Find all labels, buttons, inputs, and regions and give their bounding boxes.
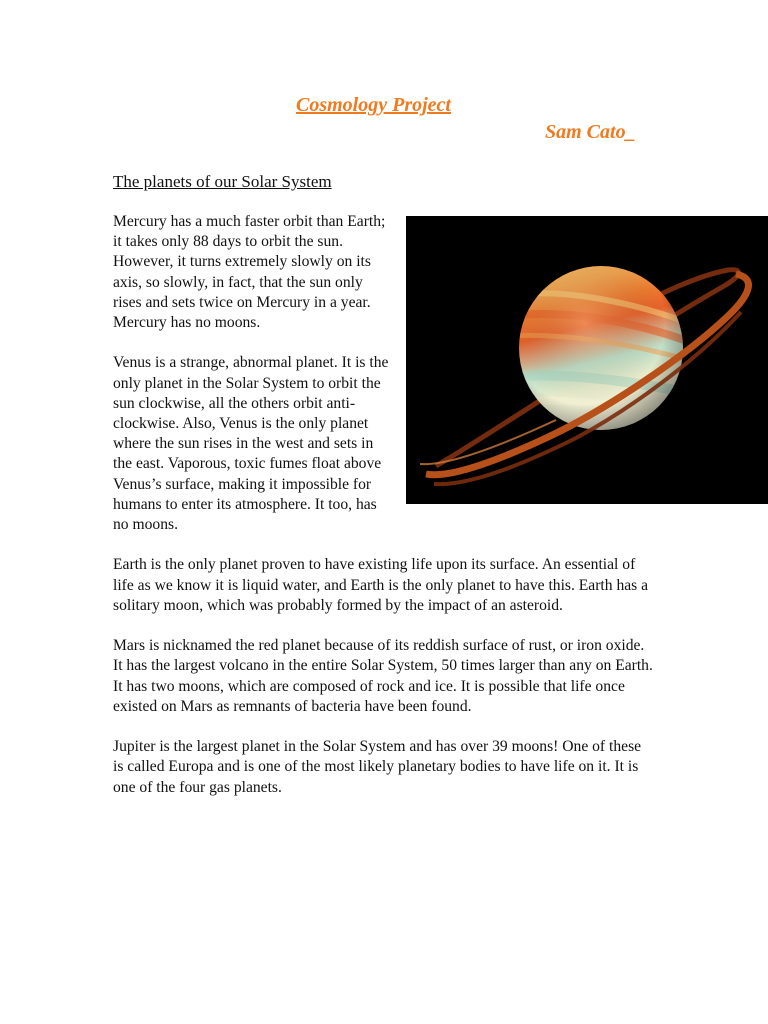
saturn-image	[406, 216, 768, 504]
paragraph-mars: Mars is nicknamed the red planet because of its reddish surface of rust, or iron oxide. It has the largest volcano in the entire Solar System, 50 times larger than any on Earth. It has two moons, which are composed of rock and ice. It is possible that life once existed on Mars as remnants of bacteria have been found.	[113, 637, 653, 715]
section-heading: The planets of our Solar System	[113, 172, 332, 191]
paragraph-venus: Venus is a strange, abnormal planet. It is the only planet in the Solar System to orbit the sun clockwise, all the others orbit anti-clockwise. Also, Venus is the only planet where the sun rises in the west and sets in the east. Vaporous, toxic fumes float above Venus’s surface, making it impossible for humans to enter its atmosphere. It too, has no moons.	[113, 354, 389, 534]
paragraph-earth: Earth is the only planet proven to have existing life upon its surface. An essential of life as we know it is liquid water, and Earth is the only planet to have this. Earth has a solitary moon, which was probably formed by the impact of an asteroid.	[113, 556, 649, 614]
author-name: Sam Cato_	[545, 121, 636, 143]
paragraph-mercury: Mercury has a much faster orbit than Earth; it takes only 88 days to orbit the sun. However, it turns extremely slowly on its axis, so slowly, in fact, that the sun only rises and sets twice on Mercury in a year. Mercury has no moons.	[113, 213, 386, 332]
paragraph-jupiter: Jupiter is the largest planet in the Solar System and has over 39 moons! One of these is called Europa and is one of the most likely planetary bodies to have life on it. It is one of the four gas planets.	[113, 738, 642, 796]
document-title: Cosmology Project	[296, 94, 451, 116]
saturn-illustration	[406, 216, 768, 504]
body-text	[113, 212, 653, 818]
